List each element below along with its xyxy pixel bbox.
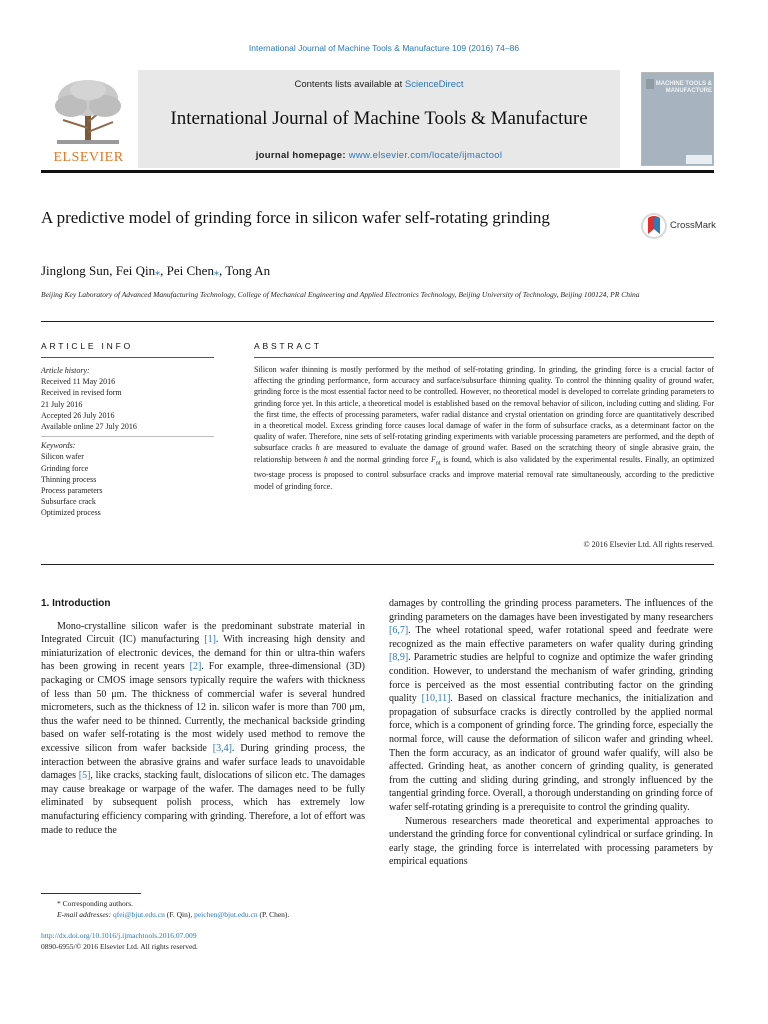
keyword-item: Process parameters <box>41 486 103 496</box>
history-label: Article history: <box>41 366 90 375</box>
email-line <box>41 909 381 920</box>
history-item: Accepted 26 July 2016 <box>41 410 115 420</box>
crossmark-icon <box>640 212 668 240</box>
journal-citation-link[interactable]: International Journal of Machine Tools & Manufacture 109 (2016) 74–86 <box>248 43 520 53</box>
cover-logo-icon <box>646 79 654 89</box>
author-name[interactable]: Jinglong Sun <box>41 263 110 278</box>
body-text: damages by controlling the grinding process parameters. The influences of the grinding parameters on the damages have been investigated by many researchers <box>389 598 713 623</box>
article-info-heading: ARTICLE INFO <box>41 341 134 351</box>
abstract-text: and the normal grinding force <box>327 454 432 464</box>
doi-block <box>41 930 198 952</box>
citation-link[interactable]: [1] <box>204 634 216 646</box>
journal-masthead <box>41 70 714 168</box>
abstract-body <box>254 364 714 492</box>
citation-link[interactable]: [6,7] <box>389 625 409 637</box>
keywords-divider <box>41 436 214 437</box>
email-owner: (F. Qin), <box>164 910 195 919</box>
journal-homepage-line <box>138 150 620 161</box>
body-text: . With increasing high density and miniaturization of electronic devices, the demand for thin or ultra-thin wafers has been growing in recent years <box>41 634 365 673</box>
crossmark-button[interactable] <box>640 212 720 242</box>
abstract-variable: h <box>315 443 320 453</box>
author-affiliation: Beijing Key Laboratory of Advanced Manufacturing Technology, College of Mechanical Engineering and Applied Electronics Technology, Beijing University of Technology, Beijing 100124, PR China <box>41 290 640 299</box>
citation-link[interactable]: [5] <box>78 770 91 782</box>
author-separator: , <box>160 263 167 278</box>
body-column-left <box>41 597 365 837</box>
body-text: . The wheel rotational speed, wafer rotational speed and feedrate were recognized as the main effective parameters on wafer quality during grinding <box>389 625 713 650</box>
cover-publisher-box <box>686 155 712 164</box>
body-text: . During grinding process, the interaction between the abrasive grains and wafer surface leads to unavoidable damages <box>41 742 365 782</box>
abstract-copyright: © 2016 Elsevier Ltd. All rights reserved. <box>583 540 714 549</box>
article-info-rule <box>41 357 214 358</box>
abstract-text: is found, which is also validated by the experimental results. Finally, an optimized two-stage process is proposed to control subsurface cracks and improve material removal rate simultaneously, according to the predictive model of grinding force. <box>254 454 715 491</box>
contents-line <box>138 79 620 90</box>
journal-title: International Journal of Machine Tools & Manufacture <box>170 108 588 129</box>
journal-banner <box>138 70 620 168</box>
body-text: . For example, three-dimensional (3D) packaging or CMOS image sensors typically require the wafers with thickness of less than 50 μm. The thickness of commercial wafer is several hundred micrometers, such as the thickness of 12 in. silicon wafer is more than 700 μm, thus the wafer need to be thinned. Currently, the mechanical backside grinding based on wafer self-rotating is the most widely used method to remove the excessive silicon from wafer backside <box>41 661 365 754</box>
body-paragraph <box>389 597 713 815</box>
history-item: Available online 27 July 2016 <box>41 422 137 432</box>
keyword-item: Subsurface crack <box>41 497 96 507</box>
abstract-text: Silicon wafer thinning is mostly performed by the method of self-rotating grinding. In grinding, the grinding force is a crucial factor of affecting the grinding performance, form accuracy and surface/subsurface thinning quality. To control the thinning quality of ground wafer, grinding force is the most essential factor need to be controlled. However, no theoretical model is developed to correlate grinding parameters to grinding force yet. In this article, a theoretical model is established based on the removal behavior of silicon, including cutting and sliding. For the first time, the effects of processing parameters, wafer radial distance and crystal orientation on grinding force are quantitatively described in a theoretical model. Excess grinding force causes local damage of wafer in the form of subsurface cracks, as a determinant factor on the quality of wafer. Therefore, nine sets of self-rotating grinding experiments with variable processing parameters are performed, and the depth of subsurface cracks <box>254 365 714 453</box>
body-text: Mono-crystalline silicon wafer is the predominant substrate material in Integrated Circuit (IC) manufacturing <box>41 620 365 646</box>
keywords-label: Keywords: <box>41 441 76 451</box>
author-name[interactable]: Tong An <box>225 263 271 278</box>
body-text: , like cracks, stacking fault, dislocations of silicon etc. The damages may cause breakage or warpage of the wafer. The damages need to be fully eliminated by subsequent polish process, which has extremely low manufacturing efficiency comparing with grinding. Therefore, a lot of effort was made to reduce the <box>41 770 365 836</box>
abstract-heading: ABSTRACT <box>254 341 322 351</box>
homepage-link[interactable]: www.elsevier.com/locate/ijmactool <box>348 150 503 161</box>
body-paragraph: Numerous researchers made theoretical and experimental approaches to understand the grinding force for conventional cylindrical or surface grinding. In early stage, the grinding force is interrelated with processing parameters by empirical equations <box>389 815 713 868</box>
elsevier-tree-icon <box>49 76 127 146</box>
section-title: 1. Introduction <box>41 598 111 609</box>
abstract-divider <box>41 564 714 565</box>
footnote-rule <box>41 893 141 894</box>
email-link[interactable]: peichen@bjut.edu.cn <box>194 910 258 919</box>
cover-title: MACHINE TOOLS & MANUFACTURE <box>655 81 712 94</box>
email-label: E-mail addresses: <box>57 910 113 919</box>
author-separator: , <box>109 263 116 278</box>
author-separator: , <box>218 263 226 278</box>
keyword-item: Optimized process <box>41 508 101 518</box>
abstract-variable: h <box>323 454 328 464</box>
keyword-item: Silicon wafer <box>41 452 84 462</box>
footnote <box>41 898 381 920</box>
sciencedirect-link[interactable]: ScienceDirect <box>404 79 464 90</box>
elsevier-logo[interactable] <box>41 70 136 168</box>
author-list <box>41 263 270 279</box>
email-owner: (P. Chen). <box>257 910 290 919</box>
homepage-label: journal homepage: <box>255 150 346 161</box>
history-item: Received in revised form <box>41 388 122 398</box>
citation-link[interactable]: [3,4] <box>212 742 232 754</box>
abstract-rule <box>254 357 714 358</box>
masthead-rule <box>41 170 714 173</box>
abstract-variable: F <box>431 454 436 464</box>
elsevier-wordmark: ELSEVIER <box>53 150 124 165</box>
author-name[interactable]: Pei Chen <box>166 263 214 278</box>
citation-link[interactable]: [2] <box>189 661 202 673</box>
history-item: 21 July 2016 <box>41 399 83 409</box>
header-divider <box>41 321 714 322</box>
history-item: Received 11 May 2016 <box>41 377 116 387</box>
author-name[interactable]: Fei Qin <box>115 263 156 278</box>
citation-link[interactable]: [8,9] <box>389 652 409 664</box>
body-text: . Parametric studies are helpful to cognize and optimize the wafer grinding condition. However, to understand the mechanism of wafer grinding, grinding force is perceived as the most essential contributing factor on the grinding quality <box>389 652 713 705</box>
corresponding-author-star-icon[interactable]: ⁎ <box>213 267 219 278</box>
crossmark-label: CrossMark <box>670 220 716 231</box>
corresponding-note: * Corresponding authors. <box>57 899 134 908</box>
journal-cover-thumbnail[interactable] <box>641 72 714 166</box>
citation-link[interactable]: [10,11] <box>421 693 451 705</box>
keyword-item: Thinning process <box>41 474 97 484</box>
body-paragraph <box>41 620 365 838</box>
corresponding-author-star-icon[interactable]: ⁎ <box>155 267 161 278</box>
keyword-item: Grinding force <box>41 463 89 473</box>
body-column-right <box>389 597 713 869</box>
article-title: A predictive model of grinding force in silicon wafer self-rotating grinding <box>41 208 550 227</box>
contents-prefix: Contents lists available at <box>294 79 405 90</box>
issn-line: 0890-6955/© 2016 Elsevier Ltd. All rights reserved. <box>41 942 198 951</box>
doi-link[interactable]: http://dx.doi.org/10.1016/j.ijmachtools.2016.07.009 <box>41 931 197 940</box>
article-info-block <box>41 365 219 519</box>
body-text: . Based on classical fracture mechanics, the initialization and propagation of subsurface cracks is directly controlled by the applied normal force, which is a component of grinding force. The grinding force, especially the normal force, will cause the deformation of silicon wafer and grinding wheel. Then the form accuracy, as an indicator of ground wafer qualify, will also be affected. Grinding heat, as another concern of grinding quality, is generated from the cutting and sliding during grinding, and strongly influenced by the tangential grinding force. Overall, a thorough understanding on grinding force of wafer self-rotating grinding is a prerequisite to control the grinding quality. <box>389 693 713 813</box>
abstract-text: are measured to evaluate the damage of ground wafer. Based on the scratching theory of single abrasive grain, the relationship between <box>254 443 714 464</box>
email-link[interactable]: qfei@bjut.edu.cn <box>112 910 165 919</box>
abstract-subscript: nt <box>435 460 441 467</box>
